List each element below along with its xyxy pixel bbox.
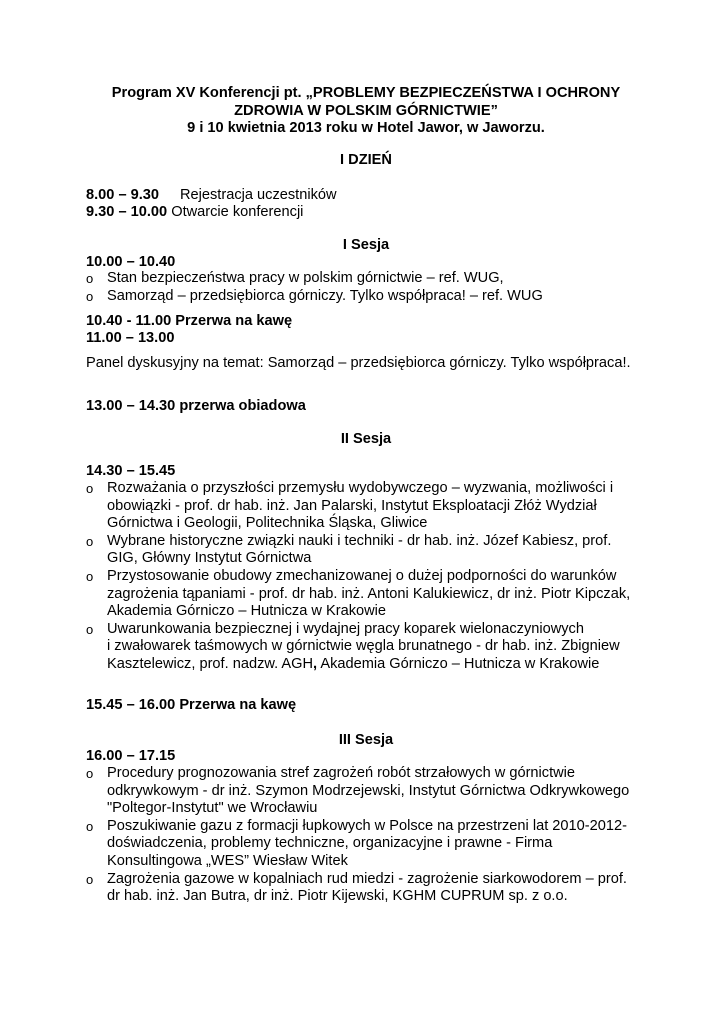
panel-description: Panel dyskusyjny na temat: Samorząd – przedsiębiorca górniczy. Tylko współpraca!. [86,355,631,371]
list-item: o Wybrane historyczne związki nauki i techniki - dr hab. inż. Józef Kabiesz, prof. GIG, Główny Instytut Górnictwa [86,532,612,567]
session-3-time: 16.00 – 17.15 [86,748,176,764]
opening-time: 9.30 – 10.00 [86,204,168,220]
list-item: o Przystosowanie obudowy zmechanizowanej o dużej podporności do warunków zagrożenia tąpaniami - prof. dr hab. inż. Antoni Kalukiewicz, dr inż. Piotr Kipczak, Akademia Górniczo – Hutnicza w Krakowie [86,567,631,620]
list-item: o Poszukiwanie gazu z formacji łupkowych w Polsce na przestrzeni lat 2010-2012- doświadczenia, problemy techniczne, organizacyjne i prawne - Firma Konsultingowa „WES” Wiesław Witek [86,817,627,869]
header-line-2: ZDROWIA W POLSKIM GÓRNICTWIE” [234,102,498,119]
bullet-icon: o [86,481,94,496]
schedule-opening [86,204,303,222]
session-2-title: II Sesja [340,431,392,447]
bullet-icon: o [86,871,94,887]
header-line-3: 9 i 10 kwietnia 2013 roku w Hotel Jawor, w Jaworzu. [187,120,545,137]
session-1-title: I Sesja [342,237,390,253]
bullet-icon: o [86,621,94,637]
list-item: o Procedury prognozowania stref zagrożeń robót strzałowych w górnictwie odkrywkowym - dr inż. Szymon Modrzejewski, Instytut Górnictwa Odkrywkowego "Poltegor-Instytut" we Wrocławiu [86,765,630,817]
session-2-list [86,480,641,674]
session-1-time: 10.00 – 10.40 [86,254,176,270]
bullet-icon: o [86,568,94,584]
session-3-title: III Sesja [338,732,394,748]
conference-header [80,85,652,138]
session-2-time: 14.30 – 15.45 [86,463,176,479]
lunch-break: 13.00 – 14.30 przerwa obiadowa [86,398,306,414]
coffee-break-2: 15.45 – 16.00 Przerwa na kawę [86,697,297,713]
opening-text: Otwarcie konferencji [171,204,304,220]
bullet-icon: o [86,533,94,549]
bullet-icon: o [86,766,94,781]
bullet-icon: o [86,271,94,286]
list-item: o Rozważania o przyszłości przemysłu wydobywczego – wyzwania, możliwości i obowiązki - prof. dr hab. inż. Jan Palarski, Instytut Eksploatacji Złóż Wydział Górnictwa i Geologii, Politechnika Śląska, Gliwice [86,480,614,532]
day-title: I DZIEŃ [340,152,392,168]
list-item: o Samorząd – przedsiębiorca górniczy. Tylko współpraca! – ref. WUG [86,287,543,304]
registration-time: 8.00 – 9.30 [86,187,160,203]
schedule-registration [86,187,337,205]
list-item: o Uwarunkowania bezpiecznej i wydajnej pracy koparek wielonaczyniowych i zwałowarek taśmowych w górnictwie węgla brunatnego - dr hab. inż. Zbigniew Kasztelewicz, prof. nadzw. AGH, Akademia Górniczo – Hutnicza w Krakowie [86,620,620,672]
bullet-icon: o [86,288,94,304]
session-1-list [86,270,641,305]
session-3-list [86,765,641,906]
panel-time: 11.00 – 13.00 [86,330,175,346]
list-item: o Zagrożenia gazowe w kopalniach rud miedzi - zagrożenie siarkowodorem – prof. dr hab. inż. Jan Butra, dr inż. Piotr Kijewski, KGHM CUPRUM sp. z o.o. [86,870,627,905]
coffee-break-1: 10.40 - 11.00 Przerwa na kawę [86,313,293,329]
list-item: o Stan bezpieczeństwa pracy w polskim górnictwie – ref. WUG, [86,270,504,286]
bullet-icon: o [86,818,94,834]
registration-text: Rejestracja uczestników [180,187,337,203]
header-line-1: Program XV Konferencji pt. „PROBLEMY BEZPIECZEŃSTWA I OCHRONY [111,85,621,101]
